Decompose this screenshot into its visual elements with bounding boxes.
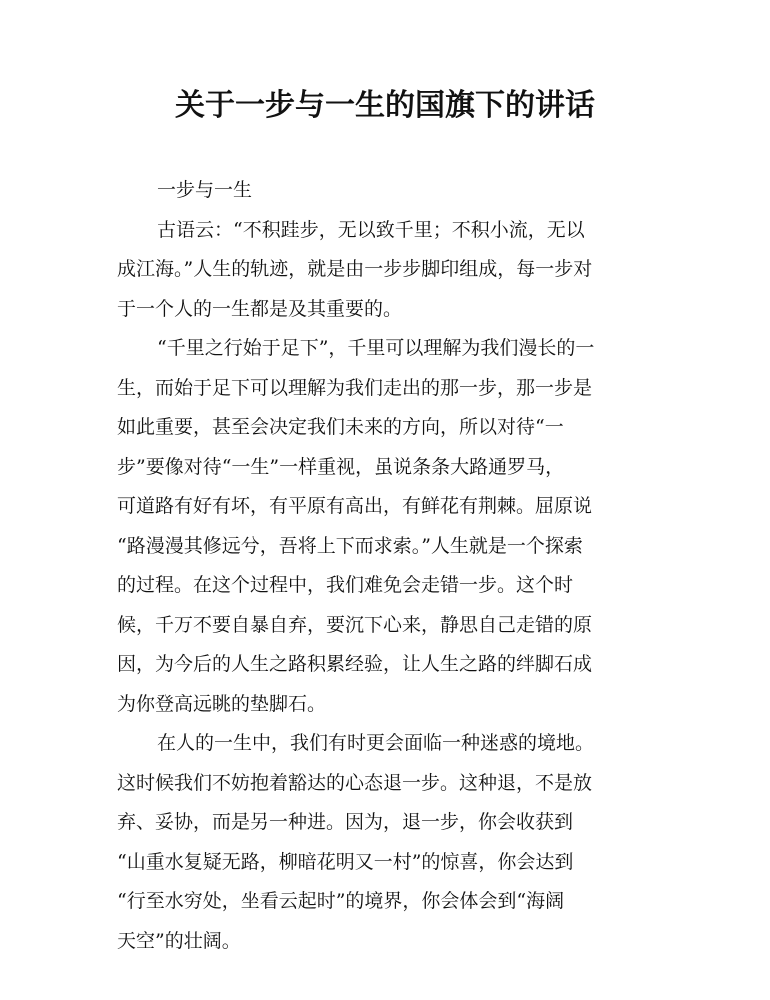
paragraph-line: 这时候我们不妨抱着豁达的心态退一步。这种退，不是放 <box>117 771 593 794</box>
document-body <box>117 171 647 961</box>
paragraph-line: 可道路有好有坏，有平原有高出，有鲜花有荆棘。屈原说 <box>117 495 593 517</box>
paragraph-line: 因，为今后的人生之路积累经验，让人生之路的绊脚石成 <box>117 653 593 675</box>
paragraph-line: 古语云：“不积跬步，无以致千里；不积小流，无以 <box>157 218 585 241</box>
paragraph-line: “山重水复疑无路，柳暗花明又一村”的惊喜，你会达到 <box>117 850 574 873</box>
paragraph-line: 天空”的壮阔。 <box>117 929 241 952</box>
section-heading <box>117 171 647 211</box>
paragraph-line: 在人的一生中，我们有时更会面临一种迷惑的境地。 <box>157 732 595 754</box>
paragraph-3 <box>117 724 647 961</box>
paragraph-line: “行至水穷处，坐看云起时”的境界，你会体会到“海阔 <box>117 890 565 912</box>
paragraph-line: 于一个人的一生都是及其重要的。 <box>117 297 403 320</box>
paragraph-1 <box>117 211 647 330</box>
document-title: 关于一步与一生的国旗下的讲话 <box>175 88 595 123</box>
paragraph-line: “千里之行始于足下”，千里可以理解为我们漫长的一 <box>157 337 595 359</box>
paragraph-line: “路漫漫其修远兮，吾将上下而求索。”人生就是一个探索 <box>117 534 583 557</box>
paragraph-line: 生，而始于足下可以理解为我们走出的那一步，那一步是 <box>117 376 593 399</box>
paragraph-line: 的过程。在这个过程中，我们难免会走错一步。这个时 <box>117 574 574 596</box>
paragraph-2 <box>117 329 647 724</box>
section-heading-text: 一步与一生 <box>157 179 253 201</box>
paragraph-line: 如此重要，甚至会决定我们未来的方向，所以对待“一 <box>117 416 564 438</box>
paragraph-line: 步”要像对待“一生”一样重视，虽说条条大路通罗马， <box>117 455 565 478</box>
paragraph-line: 成江海。”人生的轨迹，就是由一步步脚印组成，每一步对 <box>117 258 593 280</box>
paragraph-line: 为你登高远眺的垫脚石。 <box>117 692 327 715</box>
paragraph-line: 弃、妥协，而是另一种进。因为，退一步，你会收获到 <box>117 811 574 833</box>
paragraph-line: 候，千万不要自暴自弃，要沉下心来，静思自己走错的原 <box>117 613 593 636</box>
